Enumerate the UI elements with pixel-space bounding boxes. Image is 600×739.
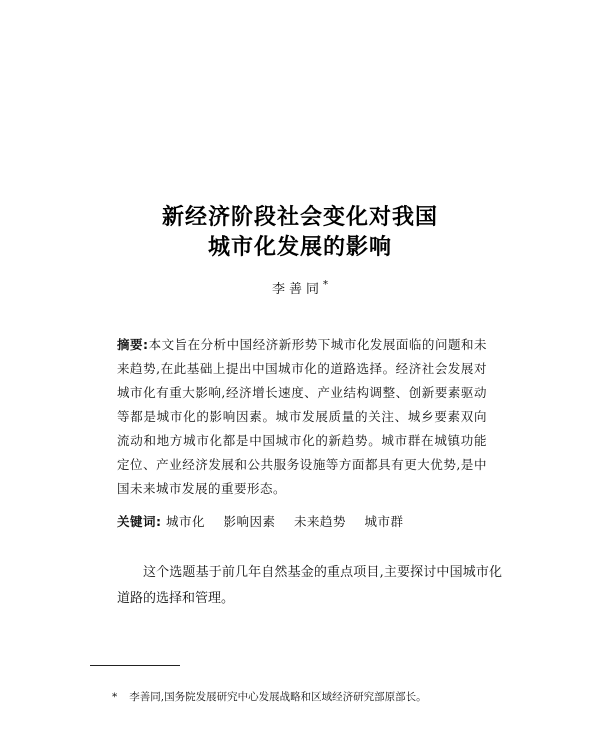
keyword: 城市化 — [165, 514, 205, 529]
keywords — [117, 512, 497, 530]
keyword: 未来趋势 — [293, 514, 346, 529]
paper-title-line-2: 城市化发展的影响 — [207, 235, 392, 260]
keyword: 影响因素 — [223, 514, 276, 529]
footnote-mark: * — [112, 691, 118, 703]
footnote-divider — [90, 665, 180, 666]
author-line — [0, 278, 600, 297]
paper-title-line-1: 新经济阶段社会变化对我国 — [161, 205, 438, 230]
abstract-text: 本文旨在分析中国经济新形势下城市化发展面临的问题和未来趋势,在此基础上提出中国城市化的道路选择。经济社会发展对城市化有重大影响,经济增长速度、产业结构调整、创新要素驱动等都是城市化的影响因素。城市发展质量的关注、城乡要素双向流动和地方城市化都是中国城市化的新趋势。城市群在城镇功能定位、产业经济发展和公共服务设施等方面都具有更大优势,是中国未来城市发展的重要形态。 — [117, 337, 487, 496]
keywords-label: 关键词: — [117, 514, 162, 529]
footnote — [112, 689, 427, 704]
body-paragraph: 这个选题基于前几年自然基金的重点项目,主要探讨中国城市化道路的选择和管理。 — [117, 565, 502, 606]
abstract-label: 摘要: — [117, 337, 149, 352]
abstract — [117, 333, 487, 501]
author-footnote-mark: * — [323, 279, 328, 291]
footnote-text: 李善同,国务院发展研究中心发展战略和区域经济研究部原部长。 — [129, 691, 427, 703]
keyword: 城市群 — [364, 514, 404, 529]
author-name: 李善同 — [271, 282, 323, 297]
